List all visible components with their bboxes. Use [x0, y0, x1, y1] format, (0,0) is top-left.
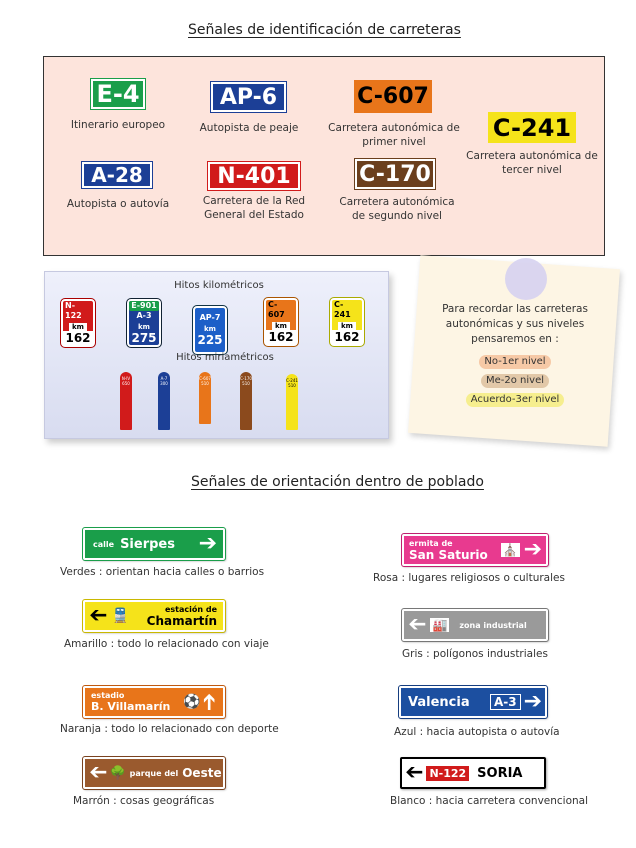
tree-icon: 🌳: [109, 765, 126, 781]
mpost-c607: [199, 372, 211, 424]
sign-e4: E-4: [91, 79, 145, 109]
hito-code: E-901: [131, 301, 157, 310]
orientation-caption-yellow: Amarillo : todo lo relacionado con viaje: [64, 638, 269, 650]
orientation-title: Señales de orientación dentro de poblado: [191, 474, 484, 490]
orientation-caption-pink: Rosa : lugares religiosos o culturales: [373, 572, 565, 584]
hitos-miriametric-title: Hitos miriamétricos: [176, 352, 274, 363]
mpost-a7: [158, 372, 170, 430]
factory-icon: 🏭: [432, 618, 448, 632]
orientation-sign-valencia: [399, 686, 547, 718]
sign-small-text: estación de: [164, 604, 217, 614]
arrow-left-icon: ➔: [89, 603, 108, 628]
mpost-num: 300: [160, 381, 168, 386]
arrow-right-icon: ➔: [198, 531, 217, 556]
road-badge-a3: A-3: [490, 694, 521, 710]
orientation-sign-villamarin: [83, 686, 225, 718]
arrow-up-icon: ➔: [196, 692, 222, 712]
identification-title: Señales de identificación de carreteras: [188, 22, 461, 38]
hito-km: km: [272, 322, 290, 330]
hito-post-n122: [61, 299, 95, 347]
sign-big-text: Chamartín: [146, 613, 217, 628]
sign-c607: C-607: [354, 80, 432, 113]
arrow-left-icon: ➔: [405, 760, 424, 785]
sign-c170: C-170: [355, 159, 435, 189]
hito-num: 225: [197, 333, 223, 347]
arrow-left-icon: ➔: [89, 760, 108, 785]
note-item-2: Me-2o nivel: [436, 368, 594, 388]
mpost-num: 650: [122, 381, 130, 386]
hito-code: AP-7: [199, 313, 221, 322]
hito-code: C-241: [334, 300, 351, 319]
road-badge-n122: N-122: [426, 766, 469, 781]
mpost-num: 510: [242, 381, 250, 386]
sign-big-text: Sierpes: [120, 536, 175, 552]
mpost-code: C-607: [199, 376, 211, 381]
hito-code: N-122: [65, 301, 82, 320]
sign-n401-caption: Carretera de la Red General del Estado: [202, 195, 306, 221]
mpost-code: N-IV: [121, 376, 131, 381]
hito-km: km: [204, 325, 216, 333]
orientation-sign-chamartin: [83, 600, 225, 632]
hito-post-c241: [330, 298, 364, 346]
orientation-sign-oeste: [83, 757, 225, 789]
orientation-sign-san-saturio: [402, 534, 548, 566]
train-icon: 🚆: [111, 608, 129, 624]
orientation-caption-brown: Marrón : cosas geográficas: [73, 795, 215, 807]
mpost-code: C-170: [240, 376, 252, 381]
orientation-caption-blue: Azul : hacia autopista o autovía: [394, 726, 560, 738]
sign-small-text: estadio: [91, 691, 125, 700]
note-item-1: No-1er nivel: [436, 349, 594, 369]
orientation-sign-soria: [400, 757, 546, 789]
hito-km: km: [338, 322, 356, 330]
mpost-n4: [120, 372, 132, 430]
ball-icon: ⚽: [183, 694, 201, 710]
mpost-code: A-7: [160, 376, 168, 381]
orientation-caption-grey: Gris : polígonos industriales: [402, 648, 548, 660]
hito-num: 275: [131, 331, 157, 345]
sign-e4-caption: Itinerario europeo: [70, 119, 166, 131]
hitos-kilometric-title: Hitos kilométricos: [174, 280, 264, 291]
sign-big-text: Valencia: [408, 694, 470, 710]
hito-post-ap7: [193, 306, 227, 354]
hito-code: C-607: [268, 300, 285, 319]
arrow-right-icon: ➔: [523, 537, 542, 562]
hito-num: 162: [264, 330, 298, 344]
sign-big-text: San Saturio: [409, 547, 488, 562]
hito-post-c607: [264, 298, 298, 346]
orientation-caption-orange: Naranja : todo lo relacionado con deporte: [60, 723, 279, 735]
sign-big-text: SORIA: [477, 765, 523, 781]
church-icon: ⛪: [502, 543, 518, 557]
mpost-num: 510: [288, 383, 296, 388]
orientation-sign-zona-industrial: [402, 609, 548, 641]
sign-small-text: zona industrial: [459, 620, 527, 630]
hito-post-e901: [127, 299, 161, 347]
orientation-sign-sierpes: [83, 528, 225, 560]
sign-c170-caption: Carretera autonómica de segundo nivel: [339, 196, 455, 222]
sign-a28: A-28: [82, 162, 152, 188]
arrow-right-icon: ➔: [523, 689, 542, 714]
note-text: Para recordar las carreteras autonómicas y sus niveles pensaremos en :: [442, 303, 588, 345]
mpost-num: 510: [201, 381, 209, 386]
sign-small-text: calle: [93, 539, 115, 549]
hito-km: km: [69, 323, 87, 331]
sign-c607-caption: Carretera autonómica de primer nivel: [328, 122, 460, 148]
sign-ap6-caption: Autopista de peaje: [199, 122, 299, 134]
hito-km: km: [138, 323, 150, 331]
sign-a28-caption: Autopista o autovía: [66, 198, 170, 210]
hito-num: 162: [61, 331, 95, 345]
orientation-caption-green: Verdes : orientan hacia calles o barrios: [60, 566, 265, 578]
mpost-code: C-241: [286, 378, 298, 383]
pin-icon: [505, 258, 547, 300]
hito-code-2: A-3: [136, 311, 152, 320]
sign-n401: N-401: [208, 162, 300, 190]
sign-big-text: Oeste: [182, 766, 222, 780]
sign-big-text: B. Villamarín: [91, 700, 171, 713]
sign-c241: C-241: [488, 112, 576, 143]
sign-c241-caption: Carretera autonómica de tercer nivel: [466, 150, 598, 176]
arrow-left-icon: ➔: [408, 612, 427, 637]
mpost-c170: [240, 372, 252, 430]
mpost-c241: [286, 374, 298, 430]
sign-small-text: parque del: [129, 768, 179, 778]
hito-num: 162: [330, 330, 364, 344]
note-item-3: Acuerdo-3er nivel: [436, 387, 594, 407]
orientation-caption-white: Blanco : hacia carretera convencional: [390, 795, 589, 807]
sign-small-text: ermita de: [409, 538, 453, 548]
sign-ap6: AP-6: [211, 82, 286, 112]
